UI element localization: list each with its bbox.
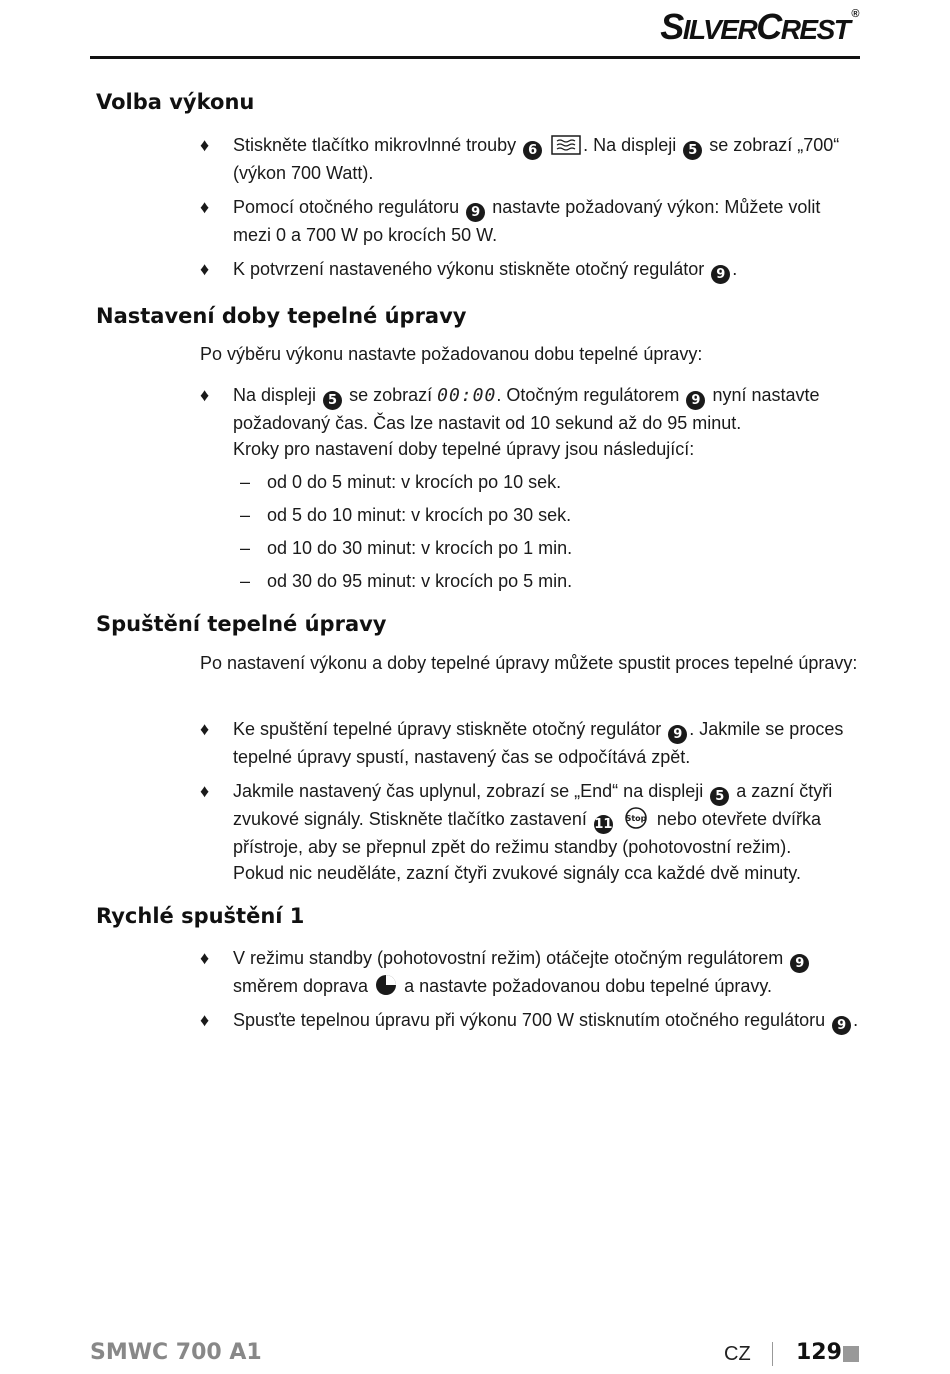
section-title-time: Nastavení doby tepelné úpravy	[96, 304, 467, 328]
bullet-mark: ♦	[200, 781, 210, 801]
bullet-mark: ♦	[200, 135, 210, 155]
bullet-mark: ♦	[200, 1010, 210, 1030]
ref-number: 6	[523, 141, 542, 160]
ref-number: 5	[323, 391, 342, 410]
section-title-power: Volba výkonu	[96, 90, 255, 114]
ref-number: 9	[466, 203, 485, 222]
bullet-mark: ♦	[200, 259, 210, 279]
brand-logo: SILVERCREST ®	[660, 6, 858, 47]
ref-number: 9	[686, 391, 705, 410]
ref-number: 9	[668, 725, 687, 744]
section-intro: Po výběru výkonu nastavte požadovanou dobu tepelné úpravy:	[200, 344, 703, 364]
bullet-mark: ♦	[200, 948, 210, 968]
bullet-mark: ♦	[200, 719, 210, 739]
language-code: CZ	[724, 1343, 751, 1365]
footer-separator	[772, 1342, 773, 1366]
display-readout: 00:00	[437, 385, 497, 406]
bullet-mark: ♦	[200, 197, 210, 217]
bullet-mark: ♦	[200, 385, 210, 405]
ref-number: 9	[832, 1016, 851, 1035]
ref-number: 11	[594, 817, 613, 832]
section-title-quickstart: Rychlé spuštění 1	[96, 904, 305, 928]
header-rule	[90, 56, 860, 59]
page-header	[0, 0, 950, 60]
stop-button-icon	[622, 807, 650, 829]
ref-number: 9	[711, 265, 730, 284]
ref-number: 9	[790, 954, 809, 973]
section-intro: Po nastavení výkonu a doby tepelné úpravy můžete spustit proces tepelné úpravy:	[200, 653, 858, 673]
section-title-start: Spuštění tepelné úpravy	[96, 612, 387, 636]
model-name: SMWC 700 A1	[90, 1340, 262, 1365]
page-marker	[843, 1346, 859, 1362]
svg-text:Stop: Stop	[625, 814, 647, 823]
ref-number: 5	[710, 787, 729, 806]
page-number: 129	[796, 1340, 842, 1365]
microwave-button-icon	[551, 135, 581, 155]
clockwise-rotation-icon	[375, 974, 397, 996]
page-footer	[0, 1336, 950, 1374]
ref-number: 5	[683, 141, 702, 160]
